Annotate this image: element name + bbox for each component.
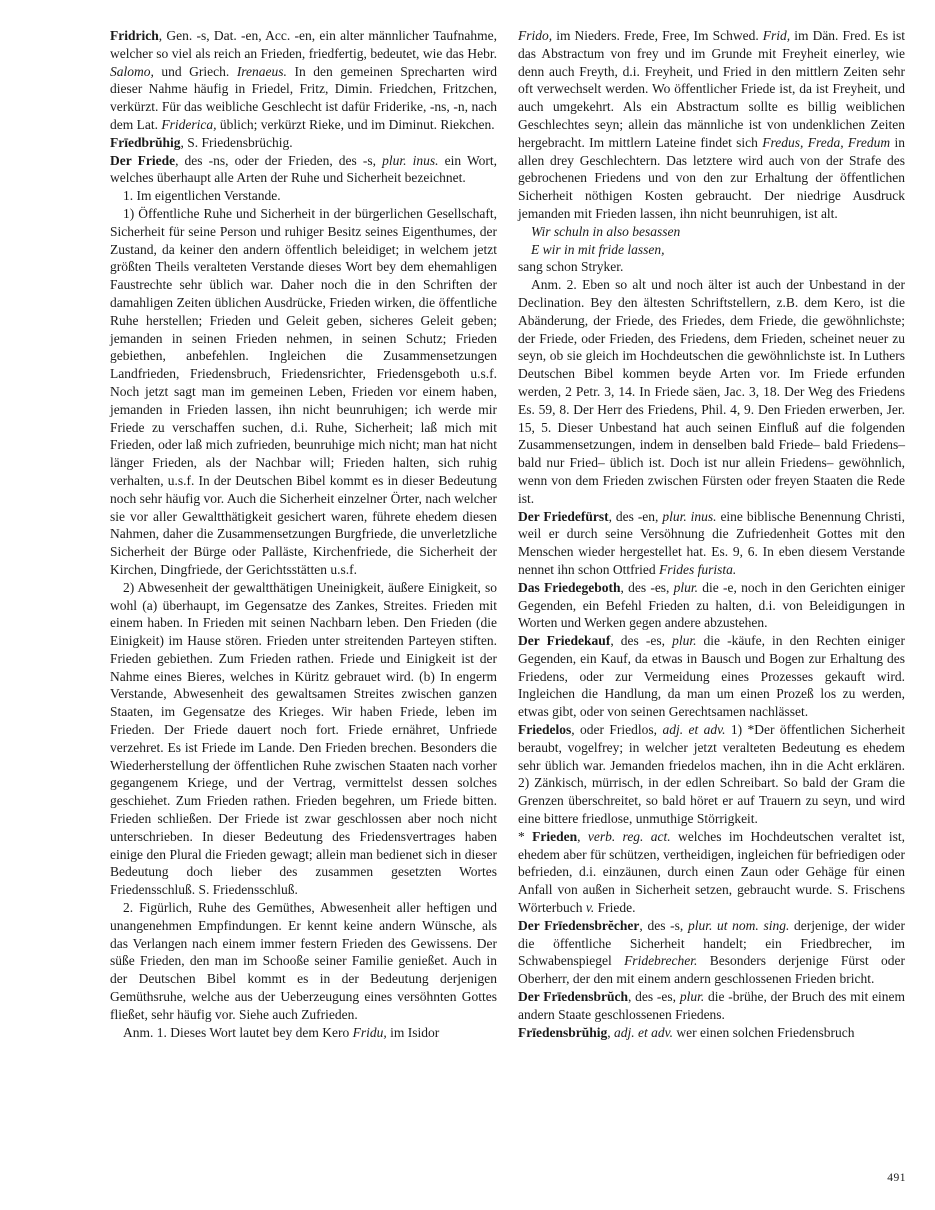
text-run: 2) Abwesenheit der gewaltthätigen Uneinigkeit, äußere Einigkeit, so wohl (a) überhaupt, im Gegensatze des Zankes, Streites. Frieden mit einem haben. In Frieden mit seinen Nachbarn leben. Den Frieden (die Einigkeit) im Hause stören. Frieden unter streitenden Parteyen stiften. Frieden gebiethen. Zum Frieden rathen. Friede und Einigkeit ist der Nahme eines Bieres, welches in Küritz gebrauet wird. (b) In engerm Verstande, Abwesenheit des gewaltsamen Streites zwischen ganzen Staaten, im Gegensatze des Krieges. Wir haben Friede, leben im Frieden. Der Friede dauert noch fort. Friede ernähret, Unfriede verzehret. Es ist Friede im Lande. Den Frieden brechen. Besonders die Wiederherstellung der öffentlichen Ruhe zwischen Staaten nach vorher gegangenem Kriege, und der Vertrag, vermittelst dessen solches geschiehet. Zum Frieden rathen. Frieden begehren, um Friede bitten. Frieden schließen. Der Friede ist zwar geschlossen aber noch nicht unterschrieben. In dieser Bedeutung des Friedensvertrages haben einige den Plural die Frieden gewagt; allein man bedienet sich in dieser Bedeutung doch lieber des zusammen gesetzten Wortes Friedensschluß. S. Friedensschluß. — [110, 579, 497, 898]
entry-friedegeboth — [518, 579, 905, 632]
entry-friede — [110, 152, 497, 188]
italic-term: plur. — [673, 579, 699, 595]
italic-term: Irenaeus. — [236, 63, 287, 79]
text-run: Anm. 1. Dieses Wort lautet bey dem Kero — [123, 1024, 353, 1040]
text-run: die -e, noch in den Gerichten einiger Gegenden, ein Befehl Frieden zu halten, d.i. von Beleidigungen in Worten und Werken gegen andere abzustehen. — [518, 579, 905, 631]
italic-term: Frido, — [518, 28, 553, 43]
italic-term: plur. ut nom. sing. — [687, 917, 790, 933]
italic-term: verb. reg. act. — [587, 828, 671, 844]
text-run: Friede. — [594, 900, 636, 916]
entry-friedefurst — [518, 508, 905, 579]
text-run: derjenige, der wider die öffentliche Sicherheit handelt; ein Friedbrecher, im Schwabenspiegel — [518, 917, 905, 969]
text-run: , — [607, 1024, 615, 1040]
entry-friedensbruch — [518, 988, 905, 1024]
text-run: im Nieders. Frede, Free, Im Schwed. — [552, 28, 763, 43]
verse-line-2 — [518, 241, 905, 259]
italic-term: Salomo, — [110, 63, 154, 79]
text-run: , des -es, — [620, 579, 674, 595]
friede-sense-1 — [110, 187, 497, 205]
headword: Der Friedekauf — [518, 633, 611, 649]
headword: Frieden — [532, 828, 578, 844]
text-run: die -käufe, in den Rechten einiger Gegenden, ein Kauf, da etwas in Bausch und Bogen zur Erhaltung des Friedens, oder zur Vermeidung eines Prozesses gekauft wird. Ingleichen die Handlung, da man um einen Prozeß los zu werden, etwas gibt, oder von seinen Gerechtsamen nachlässet. — [518, 633, 905, 720]
friede-sense-1-2 — [110, 579, 497, 899]
italic-term: Friderica, — [161, 116, 217, 132]
verse-line-1-text: Wir schuln in also besassen — [531, 223, 681, 239]
text-run: , des -s, — [639, 917, 688, 933]
text-run: welches im Hochdeutschen veraltet ist, ehedem aber für schützen, vertheidigen, ingleichen für befriedigen oder befrieden, d.i. einzäunen, durch einen Zaun oder Gehäge für einen Anfall von außen in Sicherheit setzen, gebraucht wurde. S. Frischens Wörterbuch — [518, 828, 905, 916]
italic-term: Fridebrecher. — [624, 953, 698, 969]
page-number: 491 — [887, 1172, 906, 1184]
entry-friedelos — [518, 721, 905, 828]
text-run: im Dän. Fred. Es ist das Abstractum von frey und im Grunde mit Freyheit einerley, wie denn auch Freyth, d.i. Freyheit, und Fried in den mittlern Zeiten sehr oft verwechselt werden. Wo öffentlicher Friede ist, da ist Freyheit, und auch umgekehrt. Als ein Abstractum sollte es billig weiblichen Geschlechtes seyn; allein das männliche ist von undenklichen Zeiten hergebracht. Im mittlern Lateine findet sich — [518, 28, 905, 150]
friede-sense-2 — [110, 899, 497, 1024]
text-run: , oder Friedlos, — [571, 722, 663, 738]
text-run: In den gemeinen Sprecharten wird dieser Nahme häufig in Friedel, Fritz, Dimin. Friedchen, Fritzchen, verkürzt. Für das weibliche Geschlecht ist dafür Friderike, -ns, -n, nach dem Lat. — [110, 63, 497, 132]
text-run: , S. Friedensbrüchig. — [180, 134, 293, 150]
headword: Der Frīedensbrŭch — [518, 989, 629, 1005]
entry-friedensbruhig — [518, 1024, 905, 1042]
italic-term: Fredus, Freda, Fredum — [762, 134, 891, 150]
text-run: , des -en, — [608, 508, 663, 524]
italic-term: adj. et adv. — [662, 722, 726, 738]
text-run: Anm. 2. Eben so alt und noch älter ist auch der Unbestand in der Declination. Bey den ältesten Schriftstellern, z.B. dem Kero, ist die Abänderung, der Friede, des Friedes, dem Friede, die gewöhnlichste; der Friede, oder Frieden, des Friedens, dem Frieden, scheinet neuer zu seyn, ob sie gleich im Hochdeutschen die gewöhnlichste ist. In Luthers Deutschen Bibel kommen beyde Arten vor. Im Friede erfunden werden, 2 Petr. 3, 14. In Friede säen, Jac. 3, 18. Der Weg des Friedens Es. 59, 8. Der Herr des Friedens, Phil. 4, 9. Den Frieden erwerben, Jer. 15, 5. Dieser Unbestand hat auch seinen Einfluß auf die folgenden Zusammensetzungen, indem in denselben bald Friede– bald Friedens– bald nur Fried– üblich ist. Doch ist nur allein Friedens– gewöhnlich, wenn von dem Frieden zwischen Fürsten oder freyen Staaten die Rede ist. — [518, 277, 905, 506]
text-run: , des -es, — [628, 989, 680, 1005]
entry-frieden-verb — [518, 828, 905, 917]
entry-friedekauf — [518, 632, 905, 721]
text-run: und Griech. — [153, 63, 237, 79]
headword: Frīedbrŭhig — [110, 134, 181, 150]
text-run: eine biblische Benennung Christi, weil er durch seine Versöhnung die Zufriedenheit Gottes mit den Menschen wieder hergestellet hat. Es. 9, 6. In eben diesem Verstande nennet ihn schon Ottfried — [518, 508, 906, 577]
text-run: wer einen solchen Friedensbruch — [673, 1024, 855, 1040]
text-run: im Isidor — [386, 1024, 440, 1040]
text-run: 1. Im eigentlichen Verstande. — [123, 188, 281, 204]
text-run: , Gen. -s, Dat. -en, Acc. -en, ein alter männlicher Taufnahme, welcher so viel als reich an Frieden, friedfertig, bedeutet, wie das Hebr. — [110, 28, 497, 61]
verse-line-1 — [518, 223, 905, 241]
italic-term: v. — [585, 900, 595, 916]
entry-fridrich — [110, 27, 497, 134]
text-run: in allen drey Geschlechtern. Das letztere wird auch von der Strafe des gebrochenen Friedens und von den zur Erhaltung der öffentlichen Sicherheit nöthigen Kosten gebraucht. Der niedrige Ausdruck jemanden mit Frieden lassen, ihn nicht beunruhigen, ist alt. — [518, 134, 905, 221]
left-column — [110, 27, 497, 1041]
text-run: , des -es, — [610, 633, 673, 649]
friede-note-2 — [518, 276, 905, 507]
friede-sense-1-1 — [110, 205, 497, 579]
italic-term: plur. — [672, 633, 697, 649]
text-run: ein Wort, welches überhaupt alle Arten der Ruhe und Sicherheit bezeichnet. — [110, 152, 497, 186]
friede-note-1 — [110, 1024, 497, 1042]
text-run: 1) *Der öffentlichen Sicherheit beraubt, vogelfrey; in welcher jetzt veralteten Bedeutung es ehedem sehr üblich war. Jemanden friedelos machen, ihn in die Acht erklären. 2) Zänkisch, mürrisch, in der edlen Schreibart. So bald der Gram die Grenzen überschreitet, so bald höret er auf Trauern zu seyn, und wird eine bittere friedlose, unmuthige Störrigkeit. — [518, 722, 905, 827]
verse-attribution: sang schon Stryker. — [518, 259, 624, 275]
italic-term: adj. et adv. — [614, 1024, 673, 1040]
italic-term: plur. — [679, 989, 705, 1005]
text-run: , — [577, 828, 588, 844]
headword: Fridrich — [110, 28, 159, 43]
text-run: 2. Figürlich, Ruhe des Gemüthes, Abwesenheit aller heftigen und unangenehmen Empfindungen. Er kennt keine andern Wünsche, als das Verlangen nach einem immer festern Frieden des Gewissens. Der süße Frieden, den man im Schooße seiner Familie genießet. Auch in der Deutschen Bibel kommt es in der Bedeutung derjenigen Gemüthsruhe, welche aus der Ueberzeugung eines versöhnten Gottes fließet, sehr häufig vor. Siehe auch Zufrieden. — [110, 900, 497, 1022]
italic-term: plur. inus. — [662, 508, 717, 524]
text-run: üblich; verkürzt Rieke, und im Diminut. Riekchen. — [216, 116, 495, 132]
text-run: Besonders derjenige Fürst oder Oberherr, der den mit einem andern geschlossenen Frieden bricht. — [518, 953, 905, 987]
text-run: die -brühe, der Bruch des mit einem andern Staate geschlossenen Friedens. — [518, 989, 905, 1022]
italic-term: Fridu, — [352, 1024, 387, 1040]
text-run: 1) Öffentliche Ruhe und Sicherheit in der bürgerlichen Gesellschaft, Sicherheit für seine Person und ruhiger Besitz seines Eigenthumes, der Zustand, da keiner den andern öffentlich beleidiget; in welchem jetzt größten Theils veralteten Verstande dieses Wort bey dem ehemahligen Faustrechte sehr üblich war. Daher noch die in den Schriften der damahligen Zeiten üblichen Ausdrücke, Frieden wirken, die öffentliche Ruhe herstellen; Frieden und Geleit geben, sicheres Geleit geben; jemanden in seinen Frieden nehmen, in seinen Schutz; Frieden gebiethen, anbefehlen. Ingleichen die Zusammensetzungen Landfrieden, Friedensbruch, Friedensrichter, Friedensgeboth u.s.f. Noch jetzt sagt man im gemeinen Leben, Frieden vor einem haben, jemanden in Frieden lassen, ihn nicht beunruhigen; ich werde mir Friede zu verschaffen suchen, d.i. Ruhe, Sicherheit; laß mich mit Frieden, oder laß mich zufrieden, beunruhige mich nicht; man hat nicht länger Frieden, als der Nachbar will; Frieden halten, sich ruhig verhalten, u.s.f. In der Deutschen Bibel kommt es in dieser Bedeutung noch sehr häufig vor. Auch die Sicherheit einzelner Örter, nach welcher sie vor aller Gewaltthätigkeit gesichert waren, führete ehedem diesen Nahmen, daher die Zusammensetzungen Burgfriede, die unverletzliche Sicherheit der Bürge oder Palläste, Kirchenfriede, die Sicherheit der Kirchen, Dingfriede, der Gerichtsstätten u.s.f. — [110, 205, 497, 577]
text-run: * — [518, 828, 533, 844]
friede-note-1-continued — [518, 27, 905, 223]
headword: Der Friedefürst — [518, 508, 609, 524]
entry-friedbruhig — [110, 134, 497, 152]
headword: Das Friedegeboth — [518, 579, 621, 595]
headword: Friedelos — [518, 722, 572, 738]
text-run: , des -ns, oder der Frieden, des -s, — [175, 152, 383, 168]
italic-term: plur. inus. — [382, 152, 439, 168]
italic-term: Frides furista. — [658, 561, 737, 577]
italic-term: Frid, — [762, 28, 791, 43]
right-column — [518, 27, 905, 1041]
headword: Frīedensbrŭhig — [518, 1024, 608, 1040]
headword: Der Frīedensbrĕcher — [518, 917, 640, 933]
entry-friedensbrecher — [518, 917, 905, 988]
headword: Der Friede — [110, 152, 176, 168]
verse-line-2-text: E wir in mit fride lassen, — [531, 241, 665, 257]
